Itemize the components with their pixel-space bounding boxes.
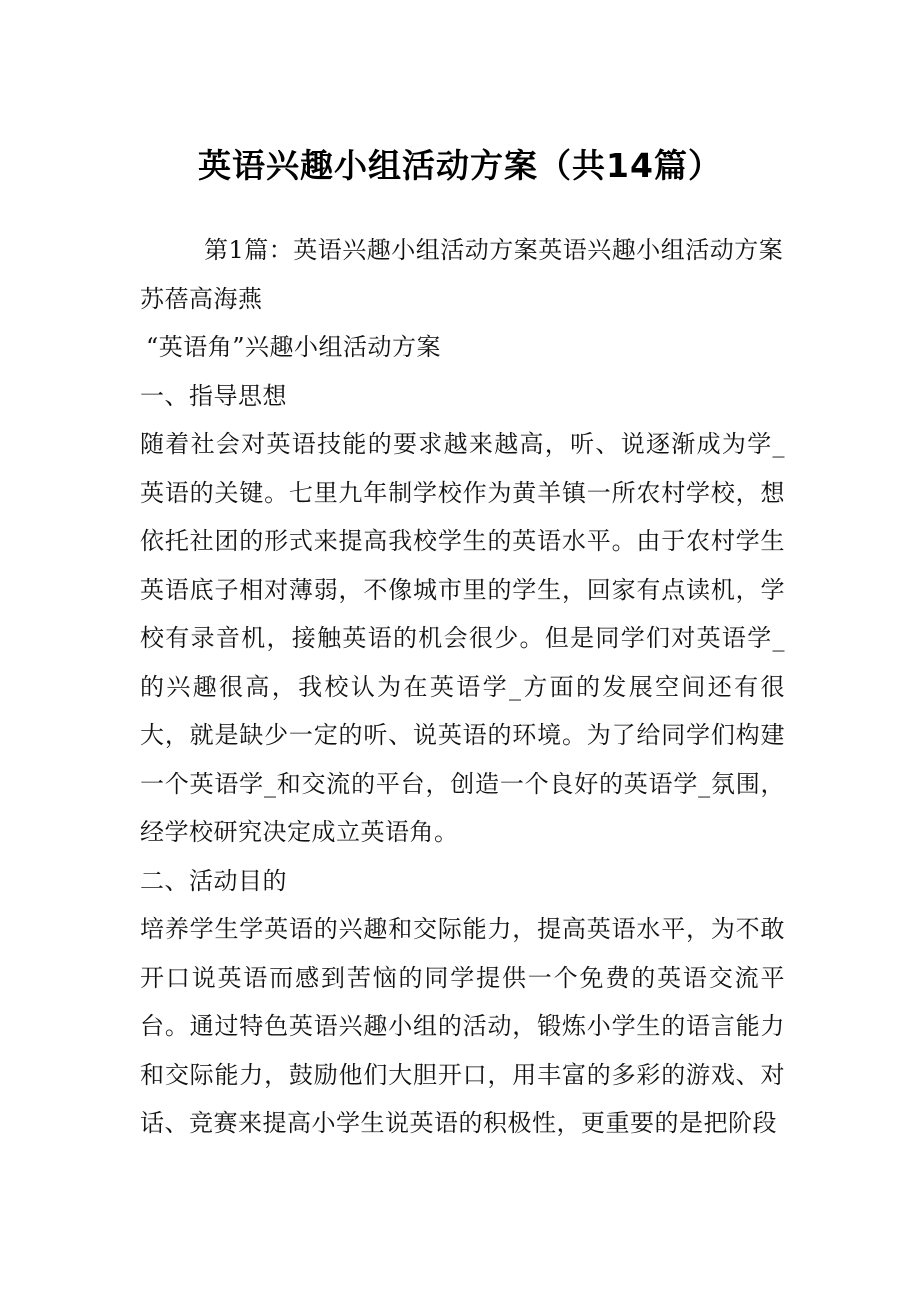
author-line: 苏蓓高海燕 (140, 284, 263, 313)
section-heading-activity-purpose: 二、活动目的 (140, 866, 287, 895)
section-heading-guiding-thought: 一、指导思想 (140, 381, 287, 410)
document-body (140, 226, 785, 1148)
document-title: 英语兴趣小组活动方案（共14篇） (198, 146, 722, 185)
paragraph-activity-purpose: 培养学生学英语的兴趣和交际能力，提高英语水平，为不敢开口说英语而感到苦恼的同学提供一个免费的英语交流平台。通过特色英语兴趣小组的活动，锻炼小学生的语言能力和交际能力，鼓励他们大胆开口，用丰富的多彩的游戏、对话、竞赛来提高小学生说英语的积极性，更重要的是把阶段 (140, 915, 785, 1137)
chapter-heading: 第1篇：英语兴趣小组活动方案英语兴趣小组活动方案 (204, 236, 784, 264)
plan-title: “英语角”兴趣小组活动方案 (146, 333, 442, 361)
paragraph-guiding-thought: 随着社会对英语技能的要求越来越高，听、说逐渐成为学_英语的关键。七里九年制学校作为黄羊镇一所农村学校，想依托社团的形式来提高我校学生的英语水平。由于农村学生英语底子相对薄弱，不像城市里的学生，回家有点读机，学校有录音机，接触英语的机会很少。但是同学们对英语学_的兴趣很高，我校认为在英语学_方面的发展空间还有很大，就是缺少一定的听、说英语的环境。为了给同学们构建一个英语学_和交流的平台，创造一个良好的英语学_氛围，经学校研究决定成立英语角。 (140, 430, 785, 846)
